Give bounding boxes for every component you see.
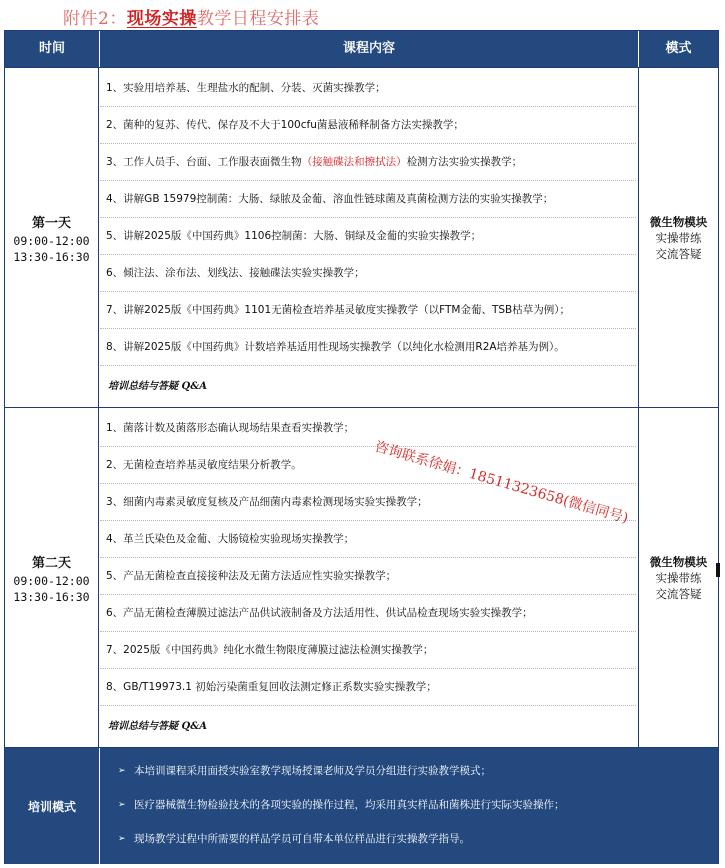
training-mode-label: 培训模式 bbox=[27, 799, 76, 814]
day-mode-cell bbox=[638, 408, 718, 748]
header-time: 时间 bbox=[38, 41, 65, 56]
course-item: 3、细菌内毒素灵敏度复核及产品细菌内毒素检测现场实验实操教学； bbox=[100, 484, 636, 521]
training-mode-item bbox=[100, 754, 718, 788]
mode-line: 交流答疑 bbox=[655, 247, 702, 261]
arrow-bullet-icon: ➢ bbox=[118, 834, 126, 844]
mode-line: 实操带练 bbox=[655, 571, 702, 585]
edge-mark bbox=[716, 563, 720, 577]
day-row-2 bbox=[5, 407, 718, 748]
schedule-table bbox=[4, 30, 719, 864]
header-mode: 模式 bbox=[665, 41, 692, 56]
arrow-bullet-icon: ➢ bbox=[118, 800, 126, 810]
training-mode-text: 医疗器械微生物检验技术的各项实验的操作过程，均采用真实样品和菌株进行实际实验操作； bbox=[134, 799, 565, 811]
time-slot: 13:30-16:30 bbox=[13, 249, 90, 264]
title-suffix: 教学日程安排表 bbox=[196, 9, 320, 29]
course-item: 6、倾注法、涂布法、划线法、接触碟法实验实操教学； bbox=[100, 255, 636, 292]
training-mode-list bbox=[100, 754, 718, 856]
course-item: 8、讲解2025版《中国药典》计数培养基适用性现场实操教学（以纯化水检测用R2A培养基为例）。 bbox=[100, 329, 636, 366]
summary-qa: 培训总结与答疑 Q&A bbox=[108, 721, 207, 732]
table-header bbox=[5, 31, 718, 67]
mode-title: 微生物模块 bbox=[649, 555, 708, 569]
time-slot: 09:00-12:00 bbox=[13, 233, 90, 248]
time-slot: 09:00-12:00 bbox=[13, 573, 90, 588]
course-item: 4、讲解GB 15979控制菌：大肠、绿脓及金葡、溶血性链球菌及真菌检测方法的实验实操教学； bbox=[100, 181, 636, 218]
training-mode-row bbox=[5, 747, 718, 864]
mode-line: 实操带练 bbox=[655, 231, 702, 245]
summary-qa: 培训总结与答疑 Q&A bbox=[108, 381, 207, 392]
training-mode-text: 现场教学过程中所需要的样品学员可自带本单位样品进行实操教学指导。 bbox=[134, 833, 470, 845]
header-content: 课程内容 bbox=[342, 41, 395, 56]
course-item: 5、讲解2025版《中国药典》1106控制菌：大肠、铜绿及金葡的实验实操教学； bbox=[100, 218, 636, 255]
course-item: 5、产品无菌检查直接接种法及无菌方法适应性实验实操教学； bbox=[100, 558, 636, 595]
course-item: 7、讲解2025版《中国药典》1101无菌检查培养基灵敏度实操教学（以FTM金葡、TSB枯草为例）； bbox=[100, 292, 636, 329]
course-item: 1、实验用培养基、生理盐水的配制、分装、灭菌实操教学； bbox=[100, 70, 636, 107]
training-mode-item bbox=[100, 822, 718, 856]
course-item: 7、2025版《中国药典》纯化水微生物限度薄膜过滤法检测实操教学； bbox=[100, 632, 636, 669]
day-content-cell bbox=[100, 408, 638, 748]
title-prefix: 附件2： bbox=[63, 9, 127, 29]
contact-watermark: 咨询联系徐娟：18511323658(微信同号) bbox=[372, 438, 630, 527]
day-time-cell bbox=[5, 408, 99, 748]
course-item bbox=[100, 144, 636, 181]
course-item: 2、菌种的复苏、传代、保存及不大于100cfu菌悬液稀释制备方法实操教学； bbox=[100, 107, 636, 144]
course-item: 4、革兰氏染色及金葡、大肠镜检实验现场实操教学； bbox=[100, 521, 636, 558]
mode-title: 微生物模块 bbox=[649, 215, 708, 229]
page-title bbox=[63, 4, 319, 29]
arrow-bullet-icon: ➢ bbox=[118, 766, 126, 776]
training-mode-item bbox=[100, 788, 718, 822]
course-item-text: 3、工作人员手、台面、工作服表面微生物 bbox=[106, 156, 302, 168]
course-item: 8、GB/T19973.1 初始污染菌重复回收法测定修正系数实验实操教学； bbox=[100, 669, 636, 706]
time-slot: 13:30-16:30 bbox=[13, 589, 90, 604]
course-item: 1、菌落计数及菌落形态确认现场结果查看实操教学； bbox=[100, 410, 636, 447]
day-time-cell bbox=[5, 68, 99, 408]
course-item: 2、无菌检查培养基灵敏度结果分析教学。 bbox=[100, 447, 636, 484]
day-mode-cell bbox=[638, 68, 718, 408]
day-row-1 bbox=[5, 67, 718, 408]
mode-line: 交流答疑 bbox=[655, 587, 702, 601]
course-item: 6、产品无菌检查薄膜过滤法产品供试液制备及方法适用性、供试品检查现场实验实操教学； bbox=[100, 595, 636, 632]
course-item-highlight: （接触碟法和擦拭法） bbox=[301, 156, 407, 168]
training-mode-text: 本培训课程采用面授实验室教学现场授课老师及学员分组进行实验教学模式； bbox=[134, 765, 491, 777]
day-content-cell bbox=[100, 68, 638, 408]
title-highlight: 现场实操 bbox=[126, 9, 197, 29]
day-name: 第一天 bbox=[31, 215, 71, 231]
course-item-text: 检测方法实验实操教学； bbox=[406, 156, 523, 168]
day-name: 第二天 bbox=[31, 555, 71, 571]
